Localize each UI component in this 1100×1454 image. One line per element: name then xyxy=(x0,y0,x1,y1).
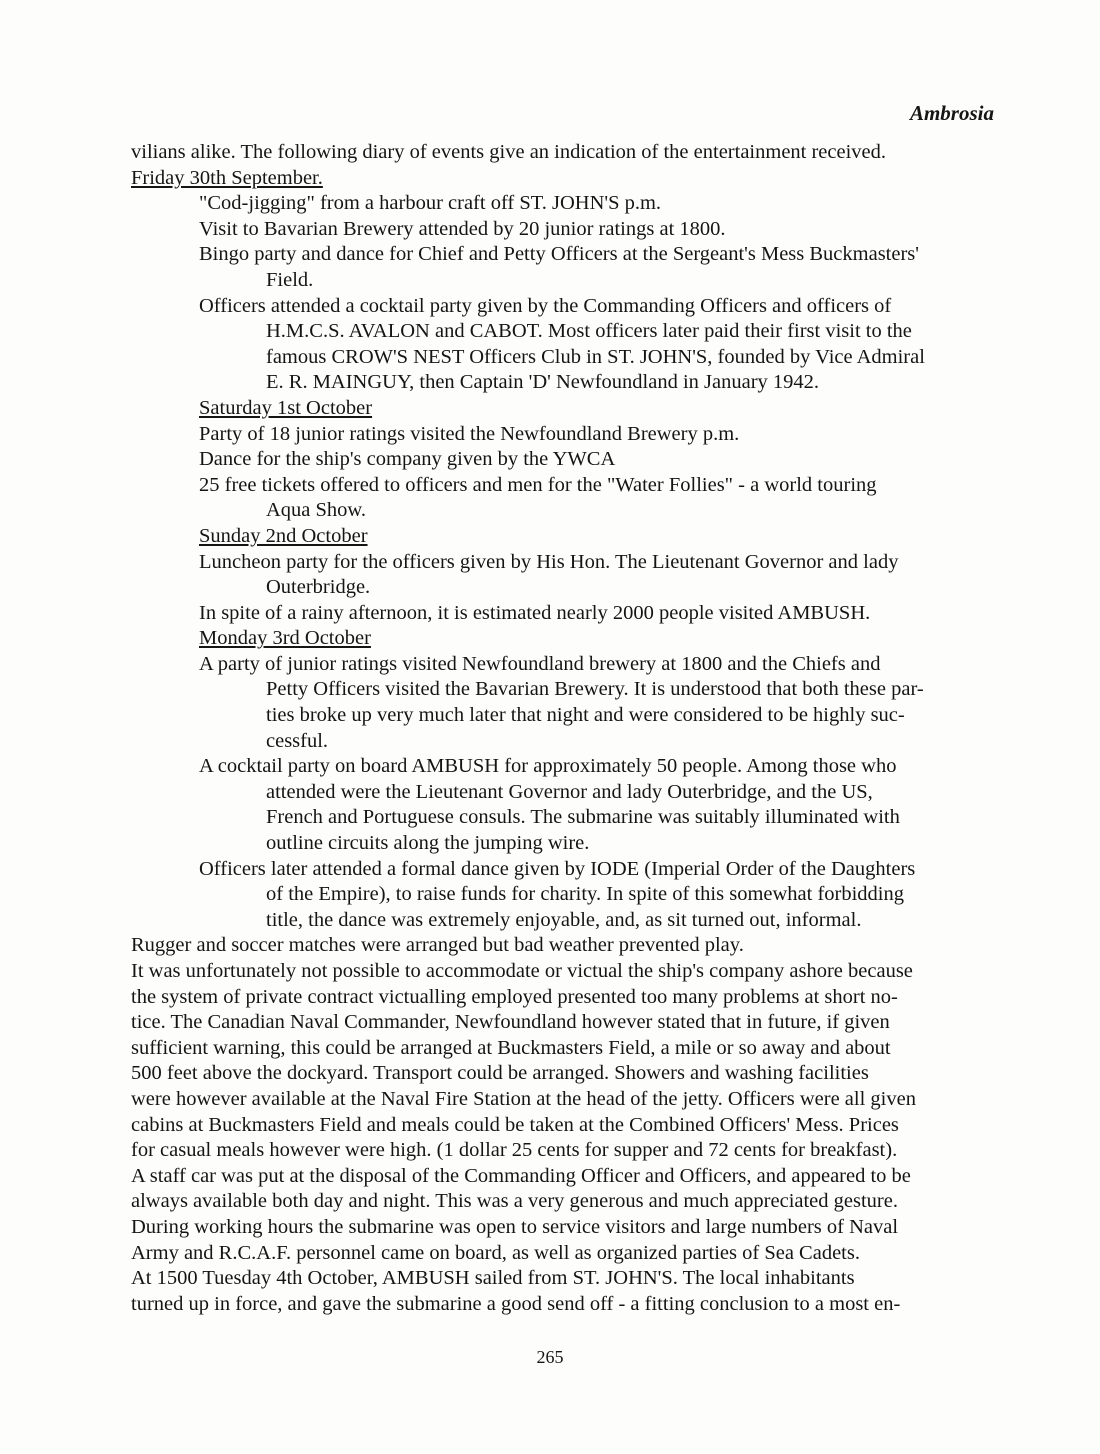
text-line xyxy=(131,473,1011,499)
text-line xyxy=(131,242,1011,268)
line-text: were however available at the Naval Fire Station at the head of the jetty. Officers were all given xyxy=(131,1087,916,1110)
running-header: Ambrosia xyxy=(909,101,994,125)
text-line xyxy=(131,1087,1011,1113)
line-text: Officers later attended a formal dance given by IODE (Imperial Order of the Daughters xyxy=(199,857,916,880)
text-line xyxy=(131,1138,1011,1164)
line-text: tice. The Canadian Naval Commander, Newfoundland however stated that in future, if given xyxy=(131,1011,890,1034)
line-text: In spite of a rainy afternoon, it is estimated nearly 2000 people visited AMBUSH. xyxy=(199,601,871,624)
line-text: Visit to Bavarian Brewery attended by 20 junior ratings at 1800. xyxy=(199,217,726,240)
line-text: Bingo party and dance for Chief and Petty Officers at the Sergeant's Mess Buckmasters' xyxy=(199,243,919,266)
line-text: Rugger and soccer matches were arranged but bad weather prevented play. xyxy=(131,934,744,957)
line-text: cessful. xyxy=(266,729,329,752)
body-text xyxy=(131,140,1011,1317)
text-line xyxy=(131,1189,1011,1215)
text-line xyxy=(131,1061,1011,1087)
line-text: 25 free tickets offered to officers and men for the "Water Follies" - a world touring xyxy=(199,473,877,496)
text-line xyxy=(131,677,1011,703)
line-text: famous CROW'S NEST Officers Club in ST. JOHN'S, founded by Vice Admiral xyxy=(266,345,925,368)
text-line xyxy=(131,319,1011,345)
line-text: attended were the Lieutenant Governor and lady Outerbridge, and the US, xyxy=(266,780,873,803)
text-line xyxy=(131,703,1011,729)
text-line xyxy=(131,908,1011,934)
text-line xyxy=(131,1292,1011,1318)
line-text: A staff car was put at the disposal of the Commanding Officer and Officers, and appeared to be xyxy=(131,1164,911,1187)
line-text: Aqua Show. xyxy=(266,499,367,522)
diary-date-heading xyxy=(131,166,1011,192)
text-line xyxy=(131,933,1011,959)
line-text: for casual meals however were high. (1 dollar 25 cents for supper and 72 cents for breakfast). xyxy=(131,1139,898,1162)
line-text: A cocktail party on board AMBUSH for approximately 50 people. Among those who xyxy=(199,755,897,778)
line-text: title, the dance was extremely enjoyable, and, as sit turned out, informal. xyxy=(266,908,862,931)
text-line xyxy=(131,1113,1011,1139)
text-line xyxy=(131,652,1011,678)
line-text: At 1500 Tuesday 4th October, AMBUSH sailed from ST. JOHN'S. The local inhabitants xyxy=(131,1267,855,1290)
line-text: Monday 3rd October xyxy=(199,627,371,650)
line-text: Field. xyxy=(266,268,314,291)
text-line xyxy=(131,882,1011,908)
text-line xyxy=(131,498,1011,524)
text-line xyxy=(131,1010,1011,1036)
text-line xyxy=(131,268,1011,294)
diary-date-heading xyxy=(131,626,1011,652)
line-text: of the Empire), to raise funds for charity. In spite of this somewhat forbidding xyxy=(266,883,905,906)
text-line xyxy=(131,575,1011,601)
line-text: turned up in force, and gave the submarine a good send off - a fitting conclusion to a most en- xyxy=(131,1292,901,1315)
line-text: Friday 30th September. xyxy=(131,166,323,189)
text-line xyxy=(131,1215,1011,1241)
line-text: During working hours the submarine was open to service visitors and large numbers of Naval xyxy=(131,1215,899,1238)
line-text: A party of junior ratings visited Newfoundland brewery at 1800 and the Chiefs and xyxy=(199,652,881,675)
line-text: Army and R.C.A.F. personnel came on board, as well as organized parties of Sea Cadets. xyxy=(131,1241,860,1264)
line-text: Dance for the ship's company given by the YWCA xyxy=(199,448,616,471)
text-line xyxy=(131,601,1011,627)
line-text: E. R. MAINGUY, then Captain 'D' Newfoundland in January 1942. xyxy=(266,371,820,394)
line-text: Officers attended a cocktail party given by the Commanding Officers and officers of xyxy=(199,294,892,317)
page-number: 265 xyxy=(536,1347,564,1367)
text-line xyxy=(131,780,1011,806)
text-line xyxy=(131,1036,1011,1062)
text-line xyxy=(131,1266,1011,1292)
text-line xyxy=(131,422,1011,448)
text-line xyxy=(131,1164,1011,1190)
text-line xyxy=(131,217,1011,243)
line-text: ties broke up very much later that night and were considered to be highly suc- xyxy=(266,704,905,727)
line-text: the system of private contract victualling employed presented too many problems at short no- xyxy=(131,985,898,1008)
text-line xyxy=(131,447,1011,473)
line-text: Luncheon party for the officers given by His Hon. The Lieutenant Governor and lady xyxy=(199,550,899,573)
line-text: outline circuits along the jumping wire. xyxy=(266,832,590,855)
text-line xyxy=(131,729,1011,755)
text-line xyxy=(131,857,1011,883)
line-text: always available both day and night. This was a very generous and much appreciated gesture. xyxy=(131,1190,898,1213)
text-line xyxy=(131,959,1011,985)
line-text: Sunday 2nd October xyxy=(199,524,368,547)
line-text: vilians alike. The following diary of events give an indication of the entertainment received. xyxy=(131,141,887,163)
line-text: French and Portuguese consuls. The submarine was suitably illuminated with xyxy=(266,806,900,829)
diary-date-heading xyxy=(131,524,1011,550)
diary-date-heading xyxy=(131,396,1011,422)
line-text: It was unfortunately not possible to accommodate or victual the ship's company ashore because xyxy=(131,960,913,982)
text-line xyxy=(131,370,1011,396)
text-line xyxy=(131,191,1011,217)
line-text: Petty Officers visited the Bavarian Brewery. It is understood that both these par- xyxy=(266,678,924,701)
line-text: "Cod-jigging" from a harbour craft off ST. JOHN'S p.m. xyxy=(199,192,662,215)
line-text: Saturday 1st October xyxy=(199,396,373,419)
text-line xyxy=(131,1241,1011,1267)
text-line xyxy=(131,345,1011,371)
text-line xyxy=(131,550,1011,576)
text-line xyxy=(131,294,1011,320)
line-text: Outerbridge. xyxy=(266,576,371,599)
text-line xyxy=(131,805,1011,831)
text-line xyxy=(131,831,1011,857)
text-line xyxy=(131,754,1011,780)
line-text: Party of 18 junior ratings visited the Newfoundland Brewery p.m. xyxy=(199,422,740,445)
line-text: 500 feet above the dockyard. Transport could be arranged. Showers and washing facilities xyxy=(131,1062,869,1085)
line-text: sufficient warning, this could be arranged at Buckmasters Field, a mile or so away and about xyxy=(131,1036,891,1059)
line-text: cabins at Buckmasters Field and meals could be taken at the Combined Officers' Mess. Prices xyxy=(131,1113,899,1136)
text-line xyxy=(131,985,1011,1011)
text-line xyxy=(131,140,1011,166)
line-text: H.M.C.S. AVALON and CABOT. Most officers later paid their first visit to the xyxy=(266,320,912,343)
